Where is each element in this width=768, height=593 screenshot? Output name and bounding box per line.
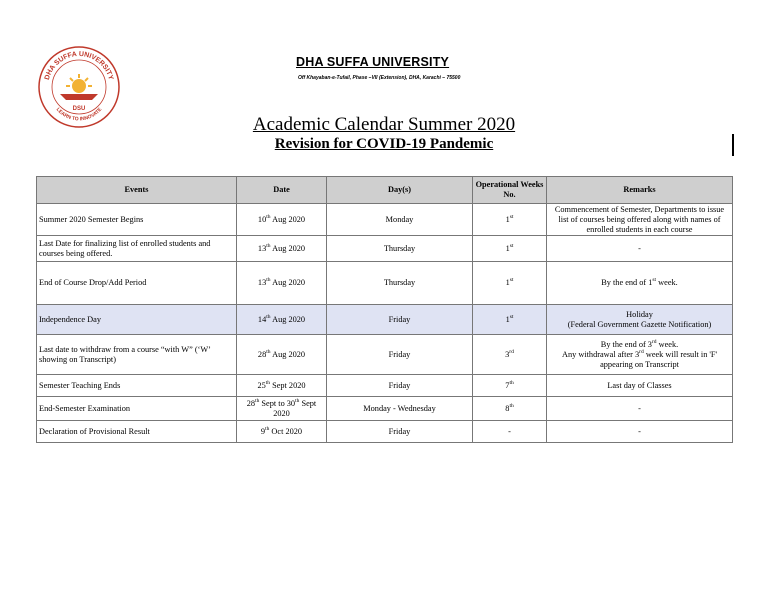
- event-cell: Summer 2020 Semester Begins: [37, 204, 237, 236]
- table-row: [37, 421, 733, 443]
- date-cell: 13th Aug 2020: [237, 262, 327, 305]
- week-cell: 1st: [473, 305, 547, 335]
- university-address: Off Khayaban-e-Tufail, Phase –VII (Extension), DHA, Karachi – 75500: [298, 75, 461, 81]
- week-cell: 1st: [473, 204, 547, 236]
- table-row: [37, 204, 733, 236]
- date-cell: 14th Aug 2020: [237, 305, 327, 335]
- logo-abbrev: DSU: [72, 106, 86, 112]
- table-row: [37, 335, 733, 375]
- event-cell: Independence Day: [37, 305, 237, 335]
- calendar-subtitle: Revision for COVID-19 Pandemic: [274, 136, 494, 152]
- table-row: [37, 262, 733, 305]
- date-cell: 25th Sept 2020: [237, 375, 327, 397]
- table-row-highlighted: [37, 305, 733, 335]
- event-cell: Semester Teaching Ends: [37, 375, 237, 397]
- table-row: [37, 375, 733, 397]
- day-cell: Monday - Wednesday: [327, 397, 473, 421]
- header-remarks: Remarks: [547, 177, 733, 204]
- remarks-cell: Last day of Classes: [547, 375, 733, 397]
- logo-arc-text: DHA SUFFA UNIVERSITY: [43, 50, 115, 81]
- week-cell: 8th: [473, 397, 547, 421]
- date-cell: 28th Sept to 30th Sept 2020: [237, 397, 327, 421]
- remarks-cell: By the end of 1st week.: [547, 262, 733, 305]
- header-days: Day(s): [327, 177, 473, 204]
- event-cell: Declaration of Provisional Result: [37, 421, 237, 443]
- header-date: Date: [237, 177, 327, 204]
- table-row: [37, 397, 733, 421]
- remarks-cell: By the end of 3rd week. Any withdrawal after 3rd week will result in 'F' appearing on Transcript: [547, 335, 733, 375]
- event-cell: Last Date for finalizing list of enrolled students and courses being offered.: [37, 236, 237, 262]
- sun-icon: [66, 74, 92, 93]
- remarks-cell: Holiday (Federal Government Gazette Notification): [547, 305, 733, 335]
- date-cell: 13th Aug 2020: [237, 236, 327, 262]
- remarks-cell: -: [547, 236, 733, 262]
- book-icon: [60, 94, 98, 100]
- logo-motto: LEARN TO INNOVATE: [54, 106, 104, 123]
- table-row: [37, 236, 733, 262]
- week-cell: 1st: [473, 236, 547, 262]
- event-cell: End of Course Drop/Add Period: [37, 262, 237, 305]
- text-cursor: [732, 134, 734, 156]
- day-cell: Thursday: [327, 236, 473, 262]
- remarks-cell: -: [547, 421, 733, 443]
- remarks-cell: Commencement of Semester, Departments to issue list of courses being offered along with names of enrolled students in each course: [547, 204, 733, 236]
- remarks-cell: -: [547, 397, 733, 421]
- date-cell: 10th Aug 2020: [237, 204, 327, 236]
- week-cell: 1st: [473, 262, 547, 305]
- day-cell: Friday: [327, 421, 473, 443]
- academic-calendar-table: [36, 176, 733, 443]
- week-cell: -: [473, 421, 547, 443]
- week-cell: 3rd: [473, 335, 547, 375]
- header-weeks: Operational Weeks No.: [473, 177, 547, 204]
- event-cell: Last date to withdraw from a course “with W” (‘W’ showing on Transcript): [37, 335, 237, 375]
- university-name: DHA SUFFA UNIVERSITY: [296, 55, 450, 69]
- header-events: Events: [37, 177, 237, 204]
- week-cell: 7th: [473, 375, 547, 397]
- date-cell: 28th Aug 2020: [237, 335, 327, 375]
- table-header-row: [37, 177, 733, 204]
- calendar-title: Academic Calendar Summer 2020: [252, 114, 516, 135]
- event-cell: End-Semester Examination: [37, 397, 237, 421]
- day-cell: Friday: [327, 335, 473, 375]
- day-cell: Friday: [327, 375, 473, 397]
- day-cell: Friday: [327, 305, 473, 335]
- date-cell: 9th Oct 2020: [237, 421, 327, 443]
- day-cell: Thursday: [327, 262, 473, 305]
- day-cell: Monday: [327, 204, 473, 236]
